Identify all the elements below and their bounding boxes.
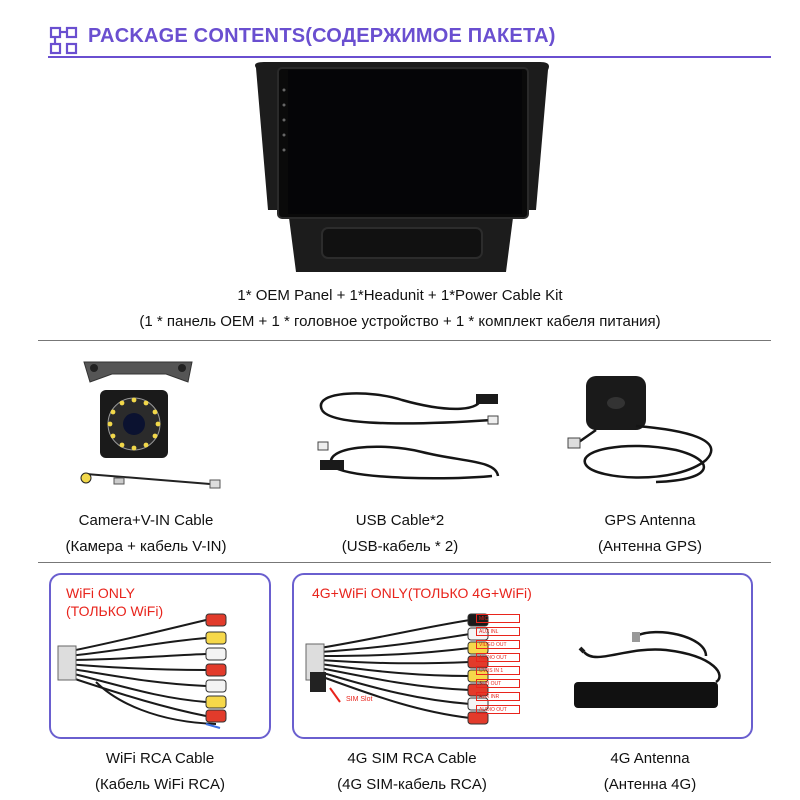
connector-label: AUDIO OUT [476,653,520,662]
headunit-image [244,60,560,280]
camera-caption [28,508,264,560]
4g-sim-rca-caption-line2: (4G SIM-кабель RCA) [337,776,487,793]
connector-label: SUB OUT [476,679,520,688]
package-icon [49,26,79,56]
connector-label: AUX INR [476,692,520,701]
usb-caption-line2: (USB-кабель * 2) [341,538,459,555]
4g-antenna-caption-line2: (Антенна 4G) [603,776,697,793]
connector-label: AUDIO OUT [476,705,520,714]
headunit-caption-line1: 1* OEM Panel + 1*Headunit + 1*Power Cable Kit [237,287,563,304]
connector-labels [476,614,528,718]
sim-slot-label: SIM Slot [346,696,373,703]
gps-caption-line2: (Антенна GPS) [597,538,703,555]
usb-caption-line1: USB Cable*2 [355,512,445,529]
4g-antenna-image [566,626,746,726]
wifi-rca-caption [48,746,272,798]
connector-label: VIDEO OUT [476,640,520,649]
4g-sim-rca-caption-line1: 4G SIM RCA Cable [347,750,477,767]
camera-image [70,352,230,502]
connector-label: MIC [476,614,520,623]
usb-cable-image [312,380,508,490]
camera-caption-line1: Camera+V-IN Cable [78,512,214,529]
wifi-rca-cable-image [56,612,256,732]
4g-sim-rca-caption [302,746,522,798]
divider-middle [38,562,771,563]
camera-caption-line2: (Камера + кабель V-IN) [65,538,227,555]
page-title: PACKAGE CONTENTS(СОДЕРЖИМОЕ ПАКЕТА) [88,25,556,47]
headunit-caption [0,283,800,335]
wifi-only-label-line2: (ТОЛЬКО WiFi) [66,603,164,619]
wifi-only-label-line1: WiFi ONLY [66,585,135,601]
4g-antenna-caption [560,746,740,798]
wifi-rca-caption-line1: WiFi RCA Cable [105,750,215,767]
connector-label: CVBS IN 1 [476,666,520,675]
gps-caption [550,508,750,560]
header-divider [48,56,771,58]
4g-antenna-caption-line1: 4G Antenna [610,750,690,767]
divider-top [38,340,771,341]
connector-label: AUX INL [476,627,520,636]
wifi-rca-caption-line2: (Кабель WiFi RCA) [95,776,225,793]
usb-caption [300,508,500,560]
gps-caption-line1: GPS Antenna [604,512,696,529]
4g-wifi-only-label: 4G+WiFi ONLY(ТОЛЬКО 4G+WiFi) [312,585,532,601]
headunit-caption-line2: (1 * панель OEM + 1 * головное устройство + 1 * комплект кабеля питания) [139,313,661,330]
gps-antenna-image [566,370,736,495]
